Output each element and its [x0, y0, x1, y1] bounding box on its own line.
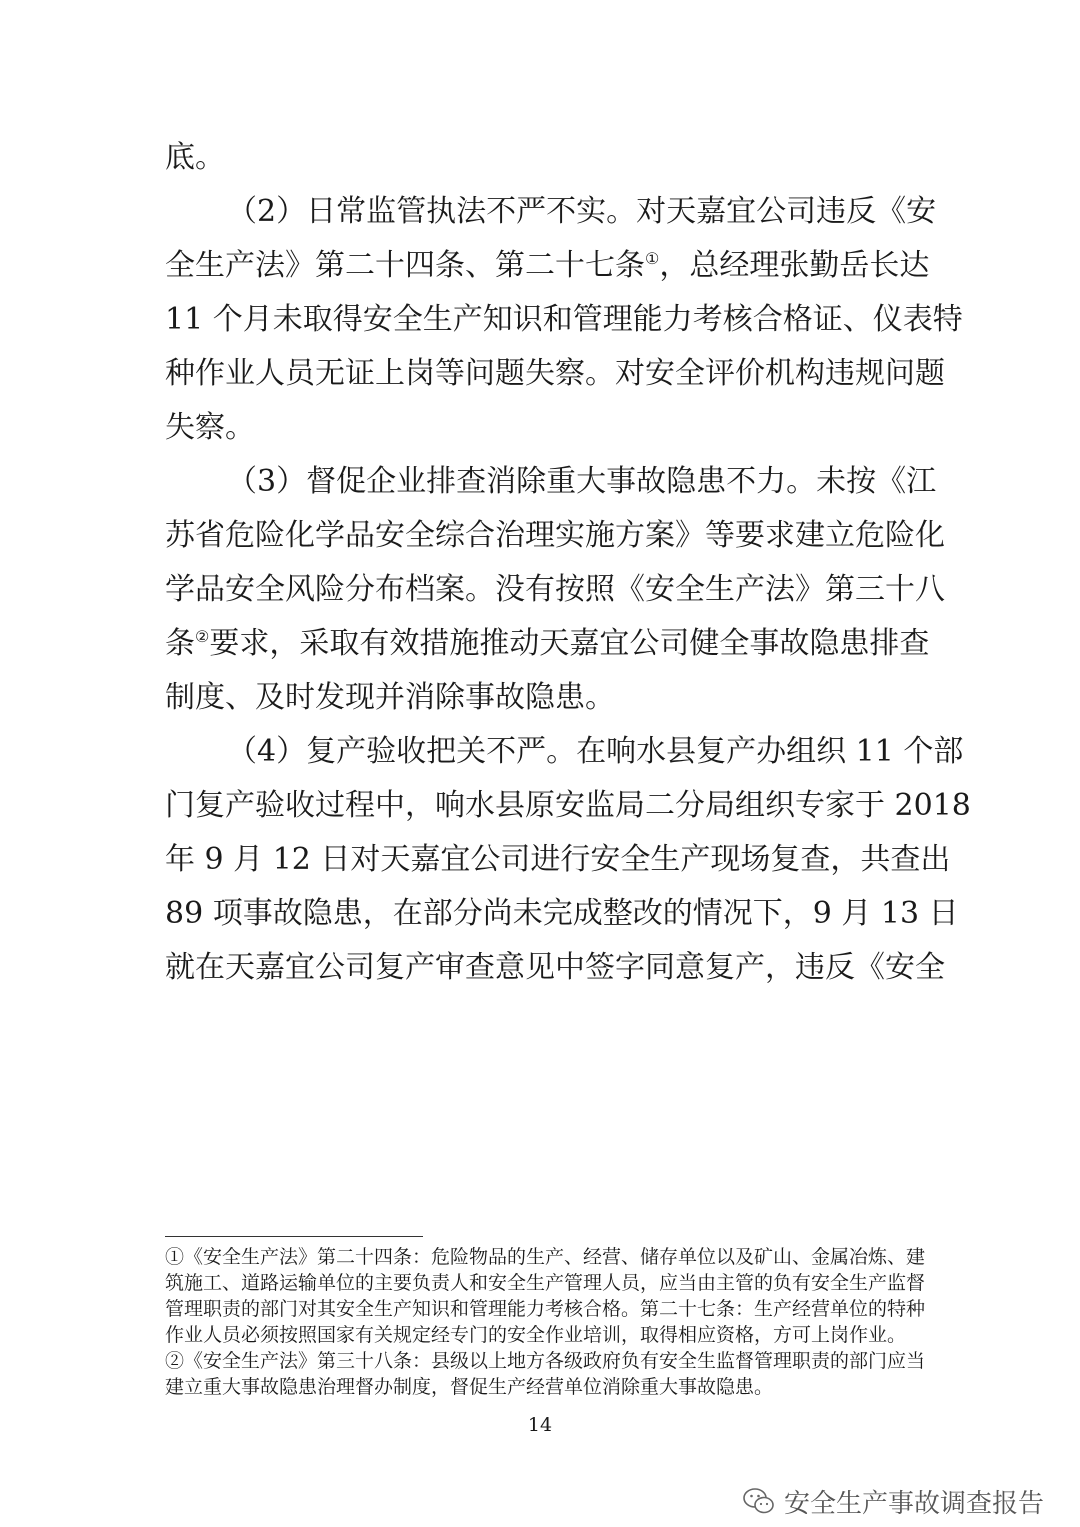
watermark-text: 安全生产事故调查报告 — [783, 1488, 1044, 1519]
footnote-line: ②《安全生产法》第三十八条：县级以上地方各级政府负有安全生监督管理职责的部门应当 — [165, 1350, 926, 1372]
footnote-line: 筑施工、道路运输单位的主要负责人和安全生产管理人员，应当由主管的负有安全生产监督 — [165, 1272, 926, 1294]
page-number: 14 — [527, 1414, 553, 1436]
footnote-ref: ① — [645, 249, 660, 268]
footnote-line: 建立重大事故隐患治理督办制度，督促生产经营单位消除重大事故隐患。 — [165, 1376, 774, 1398]
footnote-ref: ② — [195, 627, 210, 646]
body-line: 门复产验收过程中，响水县原安监局二分局组织专家于 2018 — [165, 788, 971, 823]
body-line: （3）督促企业排查消除重大事故隐患不力。未按《江 — [227, 464, 937, 499]
body-text — [165, 131, 971, 995]
footnote-line: 作业人员必须按照国家有关规定经专门的安全作业培训，取得相应资格，方可上岗作业。 — [165, 1324, 907, 1346]
body-line: （4）复产验收把关不严。在响水县复产办组织 11 个部 — [227, 734, 964, 769]
body-line: 89 项事故隐患，在部分尚未完成整改的情况下，9 月 13 日 — [165, 896, 959, 931]
body-line: （2）日常监管执法不严不实。对天嘉宜公司违反《安 — [227, 194, 937, 229]
footnote-line: ①《安全生产法》第二十四条：危险物品的生产、经营、储存单位以及矿山、金属冶炼、建 — [165, 1246, 926, 1268]
wechat-icon — [742, 1486, 776, 1516]
body-line: 学品安全风险分布档案。没有按照《安全生产法》第三十八 — [165, 572, 945, 607]
body-line: 苏省危险化学品安全综合治理实施方案》等要求建立危险化 — [165, 518, 945, 553]
body-line: 种作业人员无证上岗等问题失察。对安全评价机构违规问题 — [165, 356, 945, 391]
body-line: 年 9 月 12 日对天嘉宜公司进行安全生产现场复查，共查出 — [165, 842, 951, 877]
body-line: 11 个月未取得安全生产知识和管理能力考核合格证、仪表特 — [165, 302, 963, 337]
body-line: 制度、及时发现并消除事故隐患。 — [165, 680, 615, 715]
watermark — [742, 1484, 1044, 1518]
body-line: 就在天嘉宜公司复产审查意见中签字同意复产，违反《安全 — [165, 950, 945, 985]
footnotes — [165, 1244, 926, 1400]
body-line: 全生产法》第二十四条、第二十七条①，总经理张勤岳长达 — [165, 248, 930, 283]
body-line: 底。 — [165, 140, 225, 175]
footnote-divider — [165, 1236, 423, 1237]
body-line: 条②要求，采取有效措施推动天嘉宜公司健全事故隐患排查 — [165, 626, 930, 661]
footnote-line: 管理职责的部门对其安全生产知识和管理能力考核合格。第二十七条：生产经营单位的特种 — [165, 1298, 926, 1320]
body-line: 失察。 — [165, 410, 255, 445]
